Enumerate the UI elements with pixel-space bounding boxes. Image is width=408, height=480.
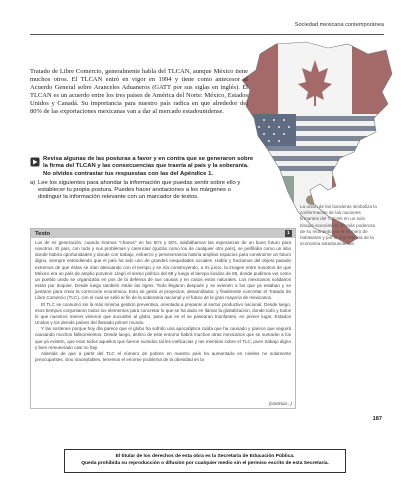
text-paragraph: Además de que a partir del TLC el número de pobres en nuestro país ha aumentado en niveles no solamente preocupantes, sino inaceptables, tenemos el enorme problema de la obesidad en la <box>35 350 291 362</box>
copyright-line-2: Queda prohibida su reproducción o difusión por cualquier medio sin el permiso escrito de esta Secretaría. <box>81 461 329 466</box>
map-caption: La unión de las banderas simboliza la conformación de las naciones firmantes del TLCAN en un solo bloque económico: 10 más poderoso de su momento por el número de habitantes y por la importancia de la economía estadounidense. <box>300 204 377 247</box>
intro-paragraph: Tratado de Libre Comercio, generalmente habla del TLCAN, aunque México tiene muchos otros. El TLCAN entró en vigor en 1994 y tiene como antecesor al Acuerdo General sobre Aranceles Aduaneros (GATT por sus siglas en inglés). El TLCAN es un acuerdo entre los tres países de América del Norte: México, Estados Unidos y Canadá. Su importancia para nuestro país radica en que alrededor del 80% de las exportaciones mexicanas van a dar al mercado estadounidense. <box>30 68 248 116</box>
text-box-number: 1 <box>285 230 292 237</box>
activity-bullet-icon <box>30 157 40 167</box>
activity-instruction: Revisa algunas de las posturas a favor y en contra que se generaron sobre la firma del TLCAN y las consecuencias que traería al país y la soberanía. No olvides contrastar tus respuestas con las del Apéndice 1. <box>43 156 254 177</box>
activity-item <box>30 180 256 202</box>
copyright-footer <box>64 449 346 473</box>
running-head: Sociedad mexicana contemporánea <box>294 22 384 28</box>
page-number: 187 <box>372 416 382 422</box>
text-paragraph: Los de mi generación, cuando éramos "chavos" en los 50's y 60's, atisbábamos las esperanzas de un buen futuro para nosotros. El país, con todo y sus problemas y carencias (quizás como los de cualquier otro país), se perfilaba como un sitio donde habría oportunidades y donde con trabajo, esfuerzo y perseverancia habría amplios espacios para construirse un futuro digno, siempre entendiendo que el país ha sido uno de grandes inequidades sociales. Había y hacíamos del objeto pasado extremos de que éstas se irían atenuando con el tiempo y se iría construyendo, a mi juicio, la imagen entre nosotros de que México era un país de amplio porvenir. Llegó el sismo político del 68 y luego el tiempo lúcidos de 85, donde pudimos ver como un pueblo unido se organizaba en pos de la defensa de sus causas y en casos estos naturales. Los mexicanos solidarios están por doquier. Desde luego también están las tigres. Todo llegaron después y se avienen a los que ya estaban y se juntaron para crear la corrección económica. Esto se gestó al proyectos, desarrollador, y finalmente concretar el Tratado de Libre Comercio (TLC), con el cual se selló el fin de la soberanía nacional y el futuro de la gran mayoría de mexicanos. <box>35 240 291 301</box>
activity-section <box>30 156 256 202</box>
continues-note: (continúa...) <box>268 401 292 406</box>
text-box-body <box>31 238 295 363</box>
reading-text-box <box>30 228 296 409</box>
text-box-title: Texto <box>35 230 51 237</box>
text-paragraph: Y las sostenes porque hoy día parece que el globo ha sufrido una apocalíptica caída que ha causado y parece que seguirá causando muchos fallecimientos. Desde luego, dentro de este entorno habrá muchos otras mexicanos que se sumarán a los que ya existen, que eran todos aquellos que fueron sumidos tal les ineficacias y las mentiras sobre el TLC, pues trabajo digno y bien remunerado casi no hay. <box>35 326 291 350</box>
copyright-line-1: El titular de los derechos de esta obra es la Secretaría de Educación Pública. <box>115 454 295 459</box>
header-rule <box>30 34 384 35</box>
activity-item-label: a) <box>30 179 36 186</box>
text-box-header <box>31 229 295 238</box>
activity-item-text: Lee los siguientes para ahondar la información que puedas sentir sobre ello y establecer tu propia postura. Puedes hacer anotaciones a los márgenes o distinguir la información relevante con un marcador de textos. <box>38 179 241 201</box>
text-paragraph: El TLC se consumó sin la más mínima gestión preventiva, orientada a preparar al sector productivo nacional. Desde luego, esos tiempos conjuntaron todos los elementos para concretar lo que se ha dado en llamar la globalización, donde todo y todos lo que nuestros menos vinieron que sucumbir al globo, para que en el se pasearan triunfantes, en primer lugar, Estados Unidos y los demás países del llamado primer mundo. <box>35 301 291 326</box>
